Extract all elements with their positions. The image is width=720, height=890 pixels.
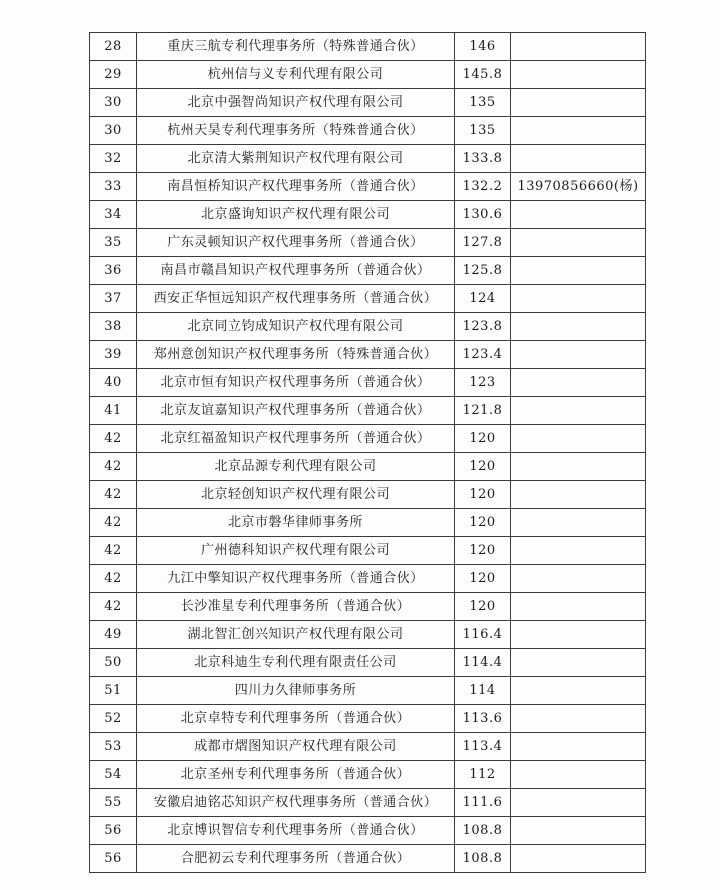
score-cell: 120 — [455, 425, 511, 453]
contact-cell — [511, 761, 646, 789]
agency-name-cell: 杭州信与义专利代理有限公司 — [137, 61, 455, 89]
score-cell: 116.4 — [455, 621, 511, 649]
score-cell: 108.8 — [455, 817, 511, 845]
score-cell: 130.6 — [455, 201, 511, 229]
table-row — [90, 621, 646, 649]
rank-cell: 42 — [90, 509, 137, 537]
rank-cell: 55 — [90, 789, 137, 817]
score-cell: 121.8 — [455, 397, 511, 425]
rank-cell: 37 — [90, 285, 137, 313]
table-row — [90, 341, 646, 369]
score-cell: 123.4 — [455, 341, 511, 369]
agency-name-cell: 北京清大紫荆知识产权代理有限公司 — [137, 145, 455, 173]
table-row — [90, 593, 646, 621]
agency-name-cell: 广州德科知识产权代理有限公司 — [137, 537, 455, 565]
rank-cell: 29 — [90, 61, 137, 89]
contact-cell: 13970856660(杨) — [511, 173, 646, 201]
agency-name-cell: 北京盛询知识产权代理有限公司 — [137, 201, 455, 229]
score-cell: 132.2 — [455, 173, 511, 201]
rank-cell: 54 — [90, 761, 137, 789]
contact-cell — [511, 201, 646, 229]
table-row — [90, 789, 646, 817]
contact-cell — [511, 257, 646, 285]
score-cell: 120 — [455, 509, 511, 537]
agency-name-cell: 四川力久律师事务所 — [137, 677, 455, 705]
rank-cell: 51 — [90, 677, 137, 705]
table-row — [90, 481, 646, 509]
score-cell: 111.6 — [455, 789, 511, 817]
score-cell: 113.6 — [455, 705, 511, 733]
contact-cell — [511, 397, 646, 425]
agency-name-cell: 重庆三航专利代理事务所（特殊普通合伙） — [137, 33, 455, 61]
score-cell: 145.8 — [455, 61, 511, 89]
table-row — [90, 425, 646, 453]
table-row — [90, 705, 646, 733]
table-row — [90, 369, 646, 397]
rank-cell: 30 — [90, 117, 137, 145]
score-cell: 124 — [455, 285, 511, 313]
rank-cell: 41 — [90, 397, 137, 425]
agency-name-cell: 杭州天昊专利代理事务所（特殊普通合伙） — [137, 117, 455, 145]
agency-name-cell: 北京红福盈知识产权代理事务所（普通合伙） — [137, 425, 455, 453]
table-row — [90, 845, 646, 873]
rank-cell: 36 — [90, 257, 137, 285]
table-row — [90, 201, 646, 229]
table-row — [90, 33, 646, 61]
contact-cell — [511, 593, 646, 621]
score-cell: 120 — [455, 593, 511, 621]
rank-cell: 42 — [90, 537, 137, 565]
agency-name-cell: 北京圣州专利代理事务所（普通合伙） — [137, 761, 455, 789]
rank-cell: 39 — [90, 341, 137, 369]
table-row — [90, 89, 646, 117]
contact-cell — [511, 313, 646, 341]
rank-cell: 56 — [90, 845, 137, 873]
score-cell: 113.4 — [455, 733, 511, 761]
score-cell: 120 — [455, 453, 511, 481]
rank-cell: 53 — [90, 733, 137, 761]
table-row — [90, 61, 646, 89]
rank-cell: 33 — [90, 173, 137, 201]
contact-cell — [511, 341, 646, 369]
agency-ranking-table — [89, 32, 646, 873]
contact-cell — [511, 369, 646, 397]
contact-cell — [511, 481, 646, 509]
agency-name-cell: 南昌恒桥知识产权代理事务所（普通合伙） — [137, 173, 455, 201]
contact-cell — [511, 649, 646, 677]
contact-cell — [511, 89, 646, 117]
table-body — [90, 33, 646, 873]
contact-cell — [511, 817, 646, 845]
table-row — [90, 761, 646, 789]
score-cell: 114.4 — [455, 649, 511, 677]
table-row — [90, 537, 646, 565]
agency-name-cell: 北京市恒有知识产权代理事务所（普通合伙） — [137, 369, 455, 397]
table-row — [90, 257, 646, 285]
agency-name-cell: 成都市熠图知识产权代理有限公司 — [137, 733, 455, 761]
agency-name-cell: 西安正华恒远知识产权代理事务所（普通合伙） — [137, 285, 455, 313]
contact-cell — [511, 285, 646, 313]
score-cell: 123 — [455, 369, 511, 397]
contact-cell — [511, 677, 646, 705]
contact-cell — [511, 509, 646, 537]
rank-cell: 42 — [90, 453, 137, 481]
rank-cell: 42 — [90, 425, 137, 453]
agency-name-cell: 北京市磐华律师事务所 — [137, 509, 455, 537]
rank-cell: 35 — [90, 229, 137, 257]
score-cell: 120 — [455, 565, 511, 593]
score-cell: 123.8 — [455, 313, 511, 341]
rank-cell: 42 — [90, 481, 137, 509]
agency-name-cell: 广东灵顿知识产权代理事务所（普通合伙） — [137, 229, 455, 257]
rank-cell: 52 — [90, 705, 137, 733]
agency-name-cell: 九江中擎知识产权代理事务所（普通合伙） — [137, 565, 455, 593]
rank-cell: 56 — [90, 817, 137, 845]
rank-cell: 38 — [90, 313, 137, 341]
contact-cell — [511, 733, 646, 761]
contact-cell — [511, 33, 646, 61]
table-row — [90, 817, 646, 845]
score-cell: 146 — [455, 33, 511, 61]
agency-name-cell: 南昌市赣昌知识产权代理事务所（普通合伙） — [137, 257, 455, 285]
agency-name-cell: 北京卓特专利代理事务所（普通合伙） — [137, 705, 455, 733]
contact-cell — [511, 117, 646, 145]
table-row — [90, 453, 646, 481]
table-row — [90, 509, 646, 537]
table-row — [90, 677, 646, 705]
contact-cell — [511, 61, 646, 89]
score-cell: 135 — [455, 89, 511, 117]
score-cell: 112 — [455, 761, 511, 789]
agency-name-cell: 合肥初云专利代理事务所（普通合伙） — [137, 845, 455, 873]
contact-cell — [511, 425, 646, 453]
contact-cell — [511, 145, 646, 173]
agency-name-cell: 安徽启迪铭芯知识产权代理事务所（普通合伙） — [137, 789, 455, 817]
rank-cell: 40 — [90, 369, 137, 397]
agency-name-cell: 北京科迪生专利代理有限责任公司 — [137, 649, 455, 677]
rank-cell: 30 — [90, 89, 137, 117]
score-cell: 135 — [455, 117, 511, 145]
agency-name-cell: 北京中强智尚知识产权代理有限公司 — [137, 89, 455, 117]
table-row — [90, 229, 646, 257]
rank-cell: 50 — [90, 649, 137, 677]
contact-cell — [511, 705, 646, 733]
table-row — [90, 145, 646, 173]
contact-cell — [511, 789, 646, 817]
score-cell: 133.8 — [455, 145, 511, 173]
table-row — [90, 285, 646, 313]
table-row — [90, 173, 646, 201]
agency-name-cell: 北京品源专利代理有限公司 — [137, 453, 455, 481]
score-cell: 114 — [455, 677, 511, 705]
contact-cell — [511, 565, 646, 593]
agency-name-cell: 湖北智汇创兴知识产权代理有限公司 — [137, 621, 455, 649]
score-cell: 120 — [455, 481, 511, 509]
table-row — [90, 313, 646, 341]
table-row — [90, 397, 646, 425]
table-row — [90, 649, 646, 677]
contact-cell — [511, 229, 646, 257]
score-cell: 127.8 — [455, 229, 511, 257]
rank-cell: 49 — [90, 621, 137, 649]
score-cell: 125.8 — [455, 257, 511, 285]
rank-cell: 42 — [90, 593, 137, 621]
score-cell: 120 — [455, 537, 511, 565]
rank-cell: 34 — [90, 201, 137, 229]
agency-name-cell: 北京轻创知识产权代理有限公司 — [137, 481, 455, 509]
agency-name-cell: 长沙准星专利代理事务所（普通合伙） — [137, 593, 455, 621]
score-cell: 108.8 — [455, 845, 511, 873]
table-row — [90, 117, 646, 145]
table-row — [90, 565, 646, 593]
rank-cell: 42 — [90, 565, 137, 593]
contact-cell — [511, 845, 646, 873]
agency-name-cell: 北京博识智信专利代理事务所（普通合伙） — [137, 817, 455, 845]
agency-name-cell: 郑州意创知识产权代理事务所（特殊普通合伙） — [137, 341, 455, 369]
contact-cell — [511, 537, 646, 565]
agency-name-cell: 北京同立钧成知识产权代理有限公司 — [137, 313, 455, 341]
table-row — [90, 733, 646, 761]
rank-cell: 32 — [90, 145, 137, 173]
contact-cell — [511, 453, 646, 481]
contact-cell — [511, 621, 646, 649]
agency-name-cell: 北京友谊嘉知识产权代理事务所（普通合伙） — [137, 397, 455, 425]
rank-cell: 28 — [90, 33, 137, 61]
